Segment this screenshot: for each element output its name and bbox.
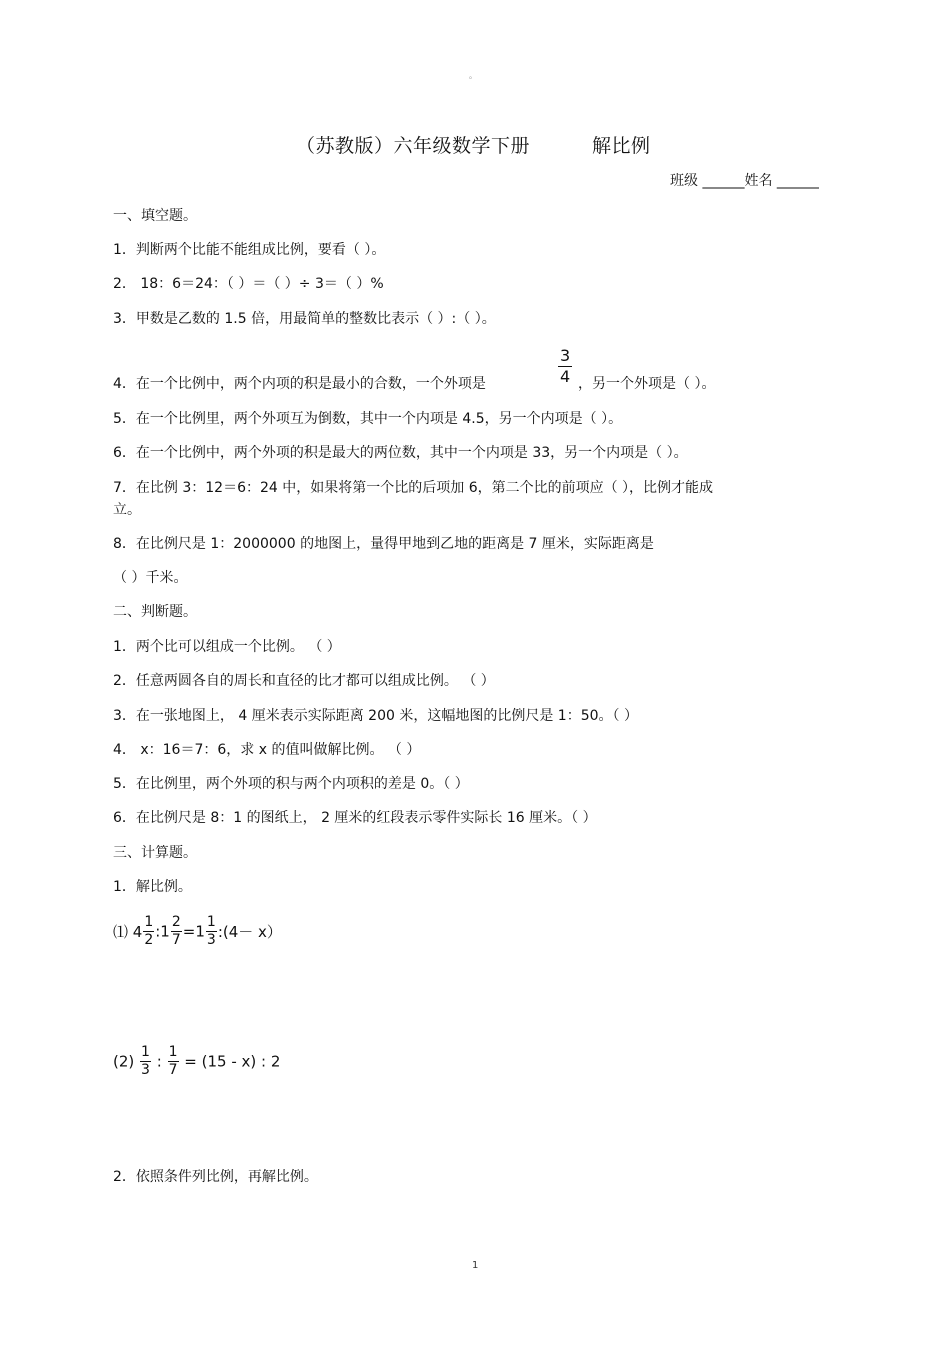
eq2-fraction-1: [140, 1044, 151, 1079]
judge-q6: 6．在比例尺是 8：1 的图纸上， 2 厘米的红段表示零件实际长 16 厘米。（ ）: [113, 810, 597, 826]
judge-q1: 1．两个比可以组成一个比例。 （ ）: [113, 639, 341, 655]
fill-q7-line2: 立。: [113, 502, 141, 518]
fill-q3: 3．甲数是乙数的 1.5 倍，用最简单的整数比表示（ ）:（ ）。: [113, 311, 496, 327]
eq1-f3-den: 3: [206, 932, 216, 948]
eq2-prefix: (2): [113, 1052, 135, 1071]
fill-q4-fraction: [558, 346, 572, 387]
fill-q2: 2． 18：6＝24：（ ）＝（ ）÷ 3＝（ ）%: [113, 276, 384, 292]
section-judge-heading: 二、判断题。: [113, 604, 197, 620]
eq2-f2-num: 1: [168, 1044, 178, 1060]
eq1-f3-num: 1: [206, 914, 216, 930]
judge-q4: 4． x：16＝7：6，求 x 的值叫做解比例。 （ ）: [113, 742, 421, 758]
proportion-equation-2: [113, 1044, 280, 1079]
fill-q8-line2: （ ）千米。: [113, 570, 188, 586]
page-title-right: 解比例: [592, 135, 651, 157]
page-title-left: （苏教版）六年级数学下册: [296, 135, 531, 157]
judge-q3: 3．在一张地图上， 4 厘米表示实际距离 200 米，这幅地图的比例尺是 1：50。（ ）: [113, 708, 638, 724]
fraction-denominator: 4: [560, 367, 571, 386]
section-fill-heading: 一、填空题。: [113, 208, 197, 224]
eq1-f2-num: 2: [171, 914, 181, 930]
section-calc-heading: 三、计算题。: [113, 845, 197, 861]
eq2-sep: :: [156, 1052, 162, 1071]
eq1-tail: :(4－ x）: [217, 923, 282, 941]
eq1-fraction-1: [143, 914, 154, 949]
eq2-f2-den: 7: [168, 1062, 178, 1078]
page-number: 1: [472, 1260, 479, 1271]
judge-q5: 5．在比例里，两个外项的积与两个内项积的差是 0。（ ）: [113, 776, 469, 792]
eq2-tail: = (15 - x) : 2: [184, 1052, 281, 1071]
top-mark: 。: [469, 71, 477, 80]
eq1-f1-den: 2: [144, 932, 154, 948]
fill-q5: 5．在一个比例里，两个外项互为倒数，其中一个内项是 4.5，另一个内项是（ ）。: [113, 411, 623, 427]
fraction-numerator: 3: [560, 346, 571, 365]
eq1-prefix: ⑴ 4: [113, 923, 143, 941]
fill-q1: 1．判断两个比能不能组成比例，要看（ ）。: [113, 242, 386, 258]
proportion-equation-1: [113, 914, 282, 949]
eq2-f1-den: 3: [141, 1062, 150, 1078]
eq1-f2-den: 7: [171, 932, 181, 948]
eq2-fraction-2: [168, 1044, 179, 1079]
fill-q4-left: 4．在一个比例中，两个内项的积是最小的合数，一个外项是: [113, 376, 486, 392]
class-name-label: 班级 ______姓名 ______: [670, 173, 819, 189]
fill-q4-right: ，另一个外项是（ ）。: [578, 376, 716, 392]
fill-q6: 6．在一个比例中，两个外项的积是最大的两位数，其中一个内项是 33，另一个内项是（ ）。: [113, 445, 688, 461]
fill-q7-line1: 7．在比例 3：12＝6：24 中，如果将第一个比的后项加 6，第二个比的前项应（ ），比例才能成: [113, 480, 714, 496]
calc-q2-label: 2．依照条件列比例，再解比例。: [113, 1169, 318, 1185]
fill-q8-line1: 8．在比例尺是 1：2000000 的地图上，量得甲地到乙地的距离是 7 厘米，实际距离是: [113, 536, 654, 552]
eq1-fraction-2: [171, 914, 182, 949]
eq1-fraction-3: [206, 914, 217, 949]
eq1-f1-num: 1: [144, 914, 154, 930]
eq1-sep-2: =1: [182, 922, 205, 941]
eq2-f1-num: 1: [141, 1044, 150, 1060]
calc-q1-label: 1．解比例。: [113, 879, 192, 895]
eq1-sep-1: :1: [155, 922, 170, 941]
judge-q2: 2．任意两圆各自的周长和直径的比才都可以组成比例。 （ ）: [113, 673, 495, 689]
